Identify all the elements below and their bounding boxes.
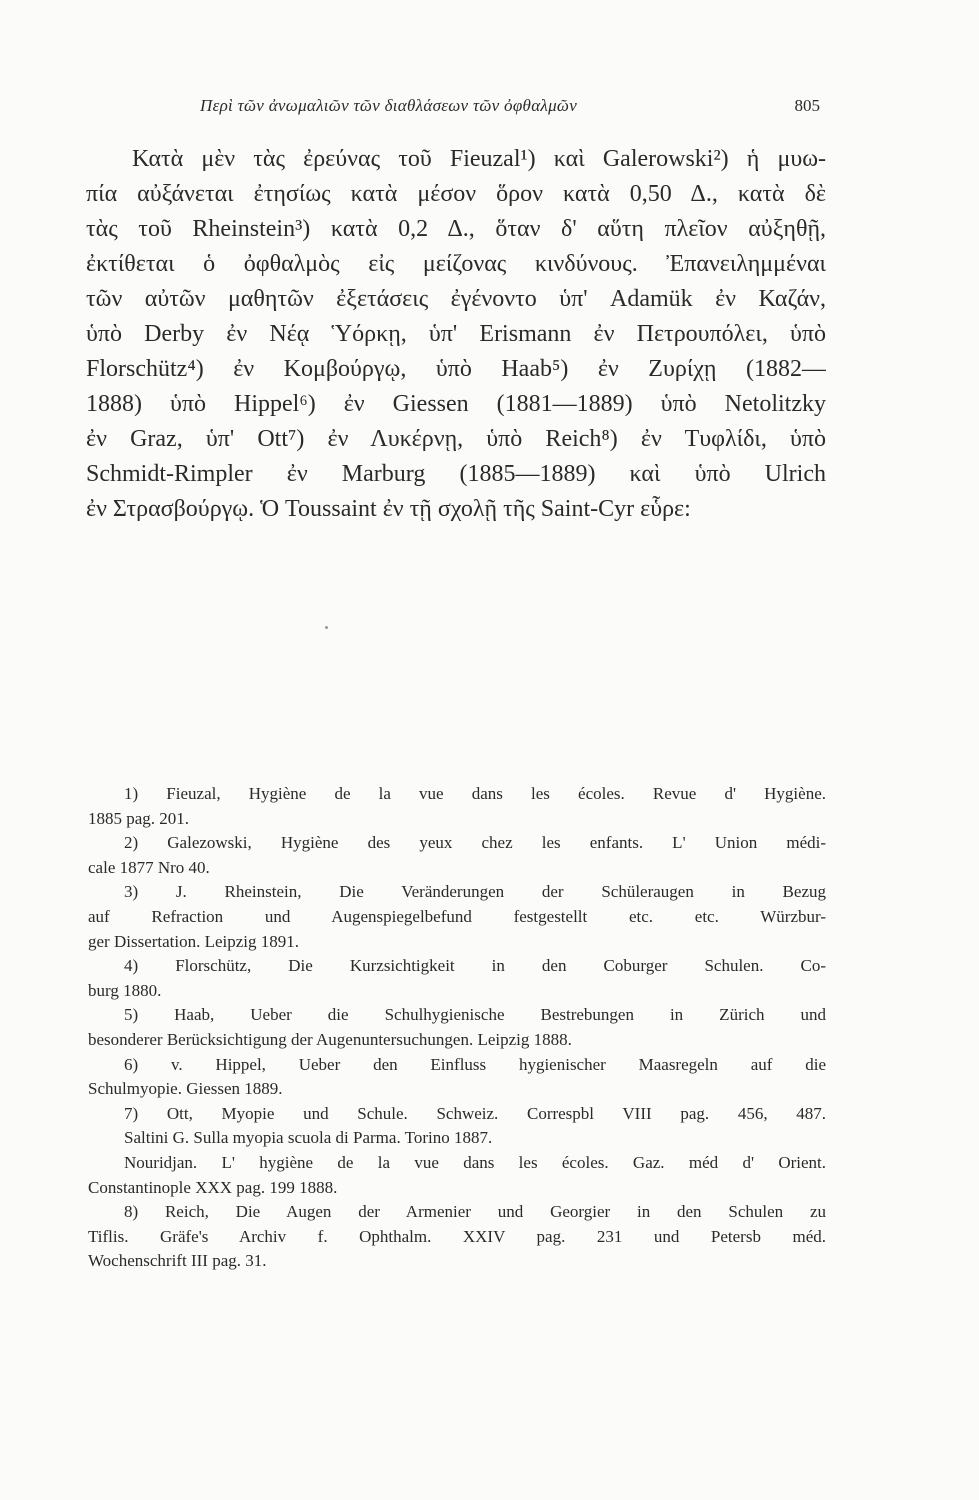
- body-line: ἐν Στρασβούργῳ. Ὁ Toussaint ἐν τῇ σχολῇ τῆς Saint-Cyr εὗρε:: [86, 496, 691, 522]
- body-line: τὰς τοῦ Rheinstein³) κατὰ 0,2 Δ., ὅταν δ' αὕτη πλεῖον αὐξηθῇ,: [86, 216, 826, 242]
- body-line: Florschütz⁴) ἐν Κομβούργῳ, ὑπὸ Haab⁵) ἐν Ζυρίχῃ (1882—: [86, 356, 826, 382]
- footnote-line: cale 1877 Nro 40.: [88, 857, 210, 877]
- footnote-line: Saltini G. Sulla myopia scuola di Parma. Torino 1887.: [124, 1128, 493, 1148]
- body-line: πία αὐξάνεται ἐτησίως κατὰ μέσον ὅρον κατὰ 0,50 Δ., κατὰ δὲ: [86, 181, 826, 207]
- footnote-line: 2) Galezowski, Hygiène des yeux chez les enfants. L' Union médi-: [124, 833, 826, 853]
- body-line: Κατὰ μὲν τὰς ἐρεύνας τοῦ Fieuzal¹) καὶ Galerowski²) ἡ μυω-: [132, 146, 826, 172]
- running-header: [200, 96, 828, 116]
- footnote-line: Schulmyopie. Giessen 1889.: [88, 1079, 283, 1099]
- body-line: 1888) ὑπὸ Hippel⁶) ἐν Giessen (1881—1889) ὑπὸ Netolitzky: [86, 391, 826, 417]
- footnote-line: auf Refraction und Augenspiegelbefund festgestellt etc. etc. Würzbur-: [88, 906, 826, 926]
- footnotes: [88, 782, 826, 1274]
- body-line: ὑπὸ Derby ἐν Νέᾳ Ὑόρκῃ, ὑπ' Erismann ἐν Πετρουπόλει, ὑπὸ: [86, 321, 826, 347]
- footnote-line: Constantinople XXX pag. 199 1888.: [88, 1177, 338, 1197]
- footnote-line: 1885 pag. 201.: [88, 808, 190, 828]
- footnote-line: 8) Reich, Die Augen der Armenier und Georgier in den Schulen zu: [124, 1202, 826, 1222]
- footnote-line: 6) v. Hippel, Ueber den Einfluss hygienischer Maasregeln auf die: [124, 1054, 826, 1074]
- footnote-line: 3) J. Rheinstein, Die Veränderungen der Schüleraugen in Bezug: [124, 882, 826, 902]
- body-line: ἐκτίθεται ὁ ὀφθαλμὸς εἰς μείζονας κινδύνους. Ἐπανειλημμέναι: [86, 251, 826, 277]
- footnote-line: Tiflis. Gräfe's Archiv f. Ophthalm. XXIV pag. 231 und Petersb méd.: [88, 1226, 826, 1246]
- body-paragraph: [86, 142, 826, 527]
- footnote-line: 5) Haab, Ueber die Schulhygienische Bestrebungen in Zürich und: [124, 1005, 826, 1025]
- running-header-title: Περὶ τῶν ἀνωμαλιῶν τῶν διαθλάσεων τῶν ὀφθαλμῶν: [200, 96, 578, 115]
- page-number: 805: [794, 96, 820, 115]
- body-line: ἐν Graz, ὑπ' Ott⁷) ἐν Λυκέρνῃ, ὑπὸ Reich⁸) ἐν Τυφλίδι, ὑπὸ: [86, 426, 826, 452]
- footnote-line: burg 1880.: [88, 980, 162, 1000]
- footnote-line: ger Dissertation. Leipzig 1891.: [88, 931, 300, 951]
- footnote-line: Wochenschrift III pag. 31.: [88, 1251, 267, 1271]
- footnote-line: 4) Florschütz, Die Kurzsichtigkeit in den Coburger Schulen. Co-: [124, 956, 826, 976]
- body-line: Schmidt-Rimpler ἐν Marburg (1885—1889) καὶ ὑπὸ Ulrich: [86, 461, 826, 487]
- paper-speck: [325, 626, 328, 629]
- footnote-line: 1) Fieuzal, Hygiène de la vue dans les écoles. Revue d' Hygiène.: [124, 784, 826, 803]
- footnote-line: besonderer Berücksichtigung der Augenuntersuchungen. Leipzig 1888.: [88, 1029, 572, 1049]
- footnote-line: 7) Ott, Myopie und Schule. Schweiz. Correspbl VIII pag. 456, 487.: [124, 1103, 826, 1123]
- body-line: τῶν αὐτῶν μαθητῶν ἐξετάσεις ἐγένοντο ὑπ' Adamük ἐν Καζάν,: [86, 286, 826, 312]
- footnote-line: Nouridjan. L' hygiène de la vue dans les écoles. Gaz. méd d' Orient.: [124, 1152, 826, 1172]
